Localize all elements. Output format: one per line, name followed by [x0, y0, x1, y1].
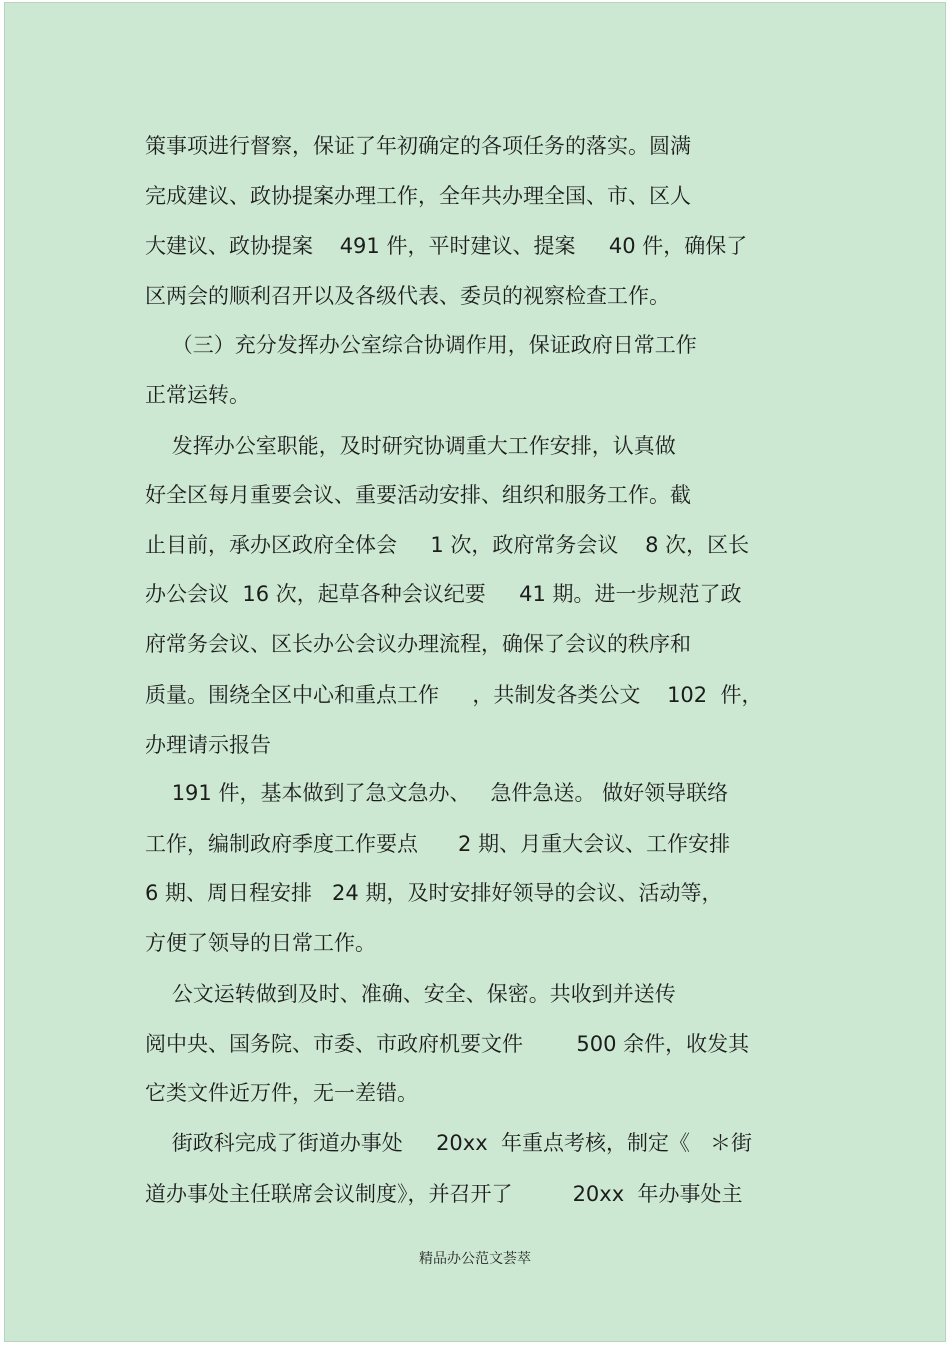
- text-line: 公文运转做到及时、准确、安全、保密。共收到并送传: [145, 982, 676, 1006]
- text-line: 完成建议、政协提案办理工作，全年共办理全国、市、区人: [145, 184, 691, 208]
- text-line: 好全区每月重要会议、重要活动安排、组织和服务工作。截: [145, 483, 691, 507]
- text-line: 正常运转。: [145, 383, 250, 407]
- section-heading: （三）充分发挥办公室综合协调作用，保证政府日常工作: [145, 333, 697, 357]
- text-line: 街政科完成了街道办事处 20xx 年重点考核，制定《 ＊街: [145, 1131, 753, 1155]
- text-line: 办公会议 16 次，起草各种会议纪要 41 期。进一步规范了政: [145, 582, 742, 606]
- text-line: 它类文件近万件，无一差错。: [145, 1081, 418, 1105]
- page-footer: 精品办公范文荟萃: [419, 1251, 531, 1267]
- text-line: 质量。围绕全区中心和重点工作 ，共制发各类公文 102 件，: [145, 683, 763, 707]
- text-line: 工作，编制政府季度工作要点 2 期、月重大会议、工作安排: [145, 832, 731, 856]
- document-page: [4, 2, 946, 1342]
- text-line: 191 件，基本做到了急文急办、 急件急送。 做好领导联络: [145, 781, 729, 805]
- text-line: 发挥办公室职能，及时研究协调重大工作安排，认真做: [145, 434, 676, 458]
- text-line: 区两会的顺利召开以及各级代表、委员的视察检查工作。: [145, 284, 670, 308]
- text-line: 道办事处主任联席会议制度》，并召开了 20xx 年办事处主: [145, 1182, 743, 1206]
- text-line: 阅中央、国务院、市委、市政府机要文件 500 余件，收发其: [145, 1032, 750, 1056]
- text-line: 府常务会议、区长办公会议办理流程，确保了会议的秩序和: [145, 632, 691, 656]
- text-line: 6 期、周日程安排 24 期，及时安排好领导的会议、活动等，: [145, 881, 723, 905]
- text-line: 方便了领导的日常工作。: [145, 931, 376, 955]
- text-line: 办理请示报告: [145, 733, 271, 757]
- text-line: 策事项进行督察，保证了年初确定的各项任务的落实。圆满: [145, 134, 691, 158]
- text-line: 大建议、政协提案 491 件，平时建议、提案 40 件，确保了: [145, 234, 748, 258]
- text-line: 止目前，承办区政府全体会 1 次，政府常务会议 8 次，区长: [145, 533, 750, 557]
